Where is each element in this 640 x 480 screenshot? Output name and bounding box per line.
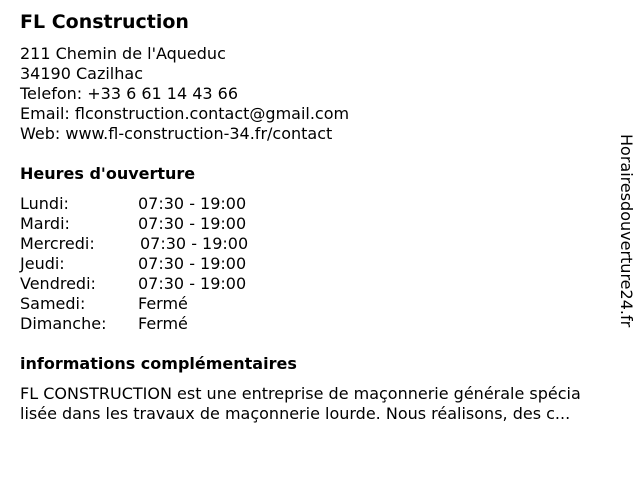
day-hours: 07:30 - 19:00 [140,234,249,253]
day-label: Jeudi: [20,254,65,273]
day-hours: Fermé [138,314,188,333]
day-label: Samedi: [20,294,86,313]
hours-row-wednesday [20,234,320,254]
hours-row-friday [20,274,320,294]
site-watermark: Horairesdouverture24.fr [617,134,636,328]
hours-row-thursday [20,254,320,274]
day-label: Mardi: [20,214,70,233]
day-label: Vendredi: [20,274,96,293]
day-hours: 07:30 - 19:00 [138,274,247,293]
day-hours: 07:30 - 19:00 [138,194,247,213]
description-line: FL CONSTRUCTION est une entreprise de maçonnerie générale spécia [20,384,581,403]
description-line: lisée dans les travaux de maçonnerie lourde. Nous réalisons, des c... [20,404,571,423]
hours-heading: Heures d'ouverture [20,164,196,183]
day-hours: 07:30 - 19:00 [138,254,247,273]
hours-row-saturday [20,294,320,314]
opening-hours-table [20,194,320,334]
hours-row-sunday [20,314,320,334]
day-label: Mercredi: [20,234,95,253]
info-heading: informations complémentaires [20,354,297,373]
day-label: Lundi: [20,194,69,213]
address-block [20,44,349,144]
day-hours: Fermé [138,294,188,313]
email-address: Email: flconstruction.contact@gmail.com [20,104,350,123]
phone-number: Telefon: +33 6 61 14 43 66 [20,84,239,103]
company-name: FL Construction [20,11,189,33]
day-label: Dimanche: [20,314,107,333]
description-text [20,384,632,424]
day-hours: 07:30 - 19:00 [138,214,247,233]
hours-row-monday [20,194,320,214]
hours-row-tuesday [20,214,320,234]
website: Web: www.fl-construction-34.fr/contact [20,124,333,143]
postal-city: 34190 Cazilhac [20,64,143,83]
street-address: 211 Chemin de l'Aqueduc [20,44,226,63]
